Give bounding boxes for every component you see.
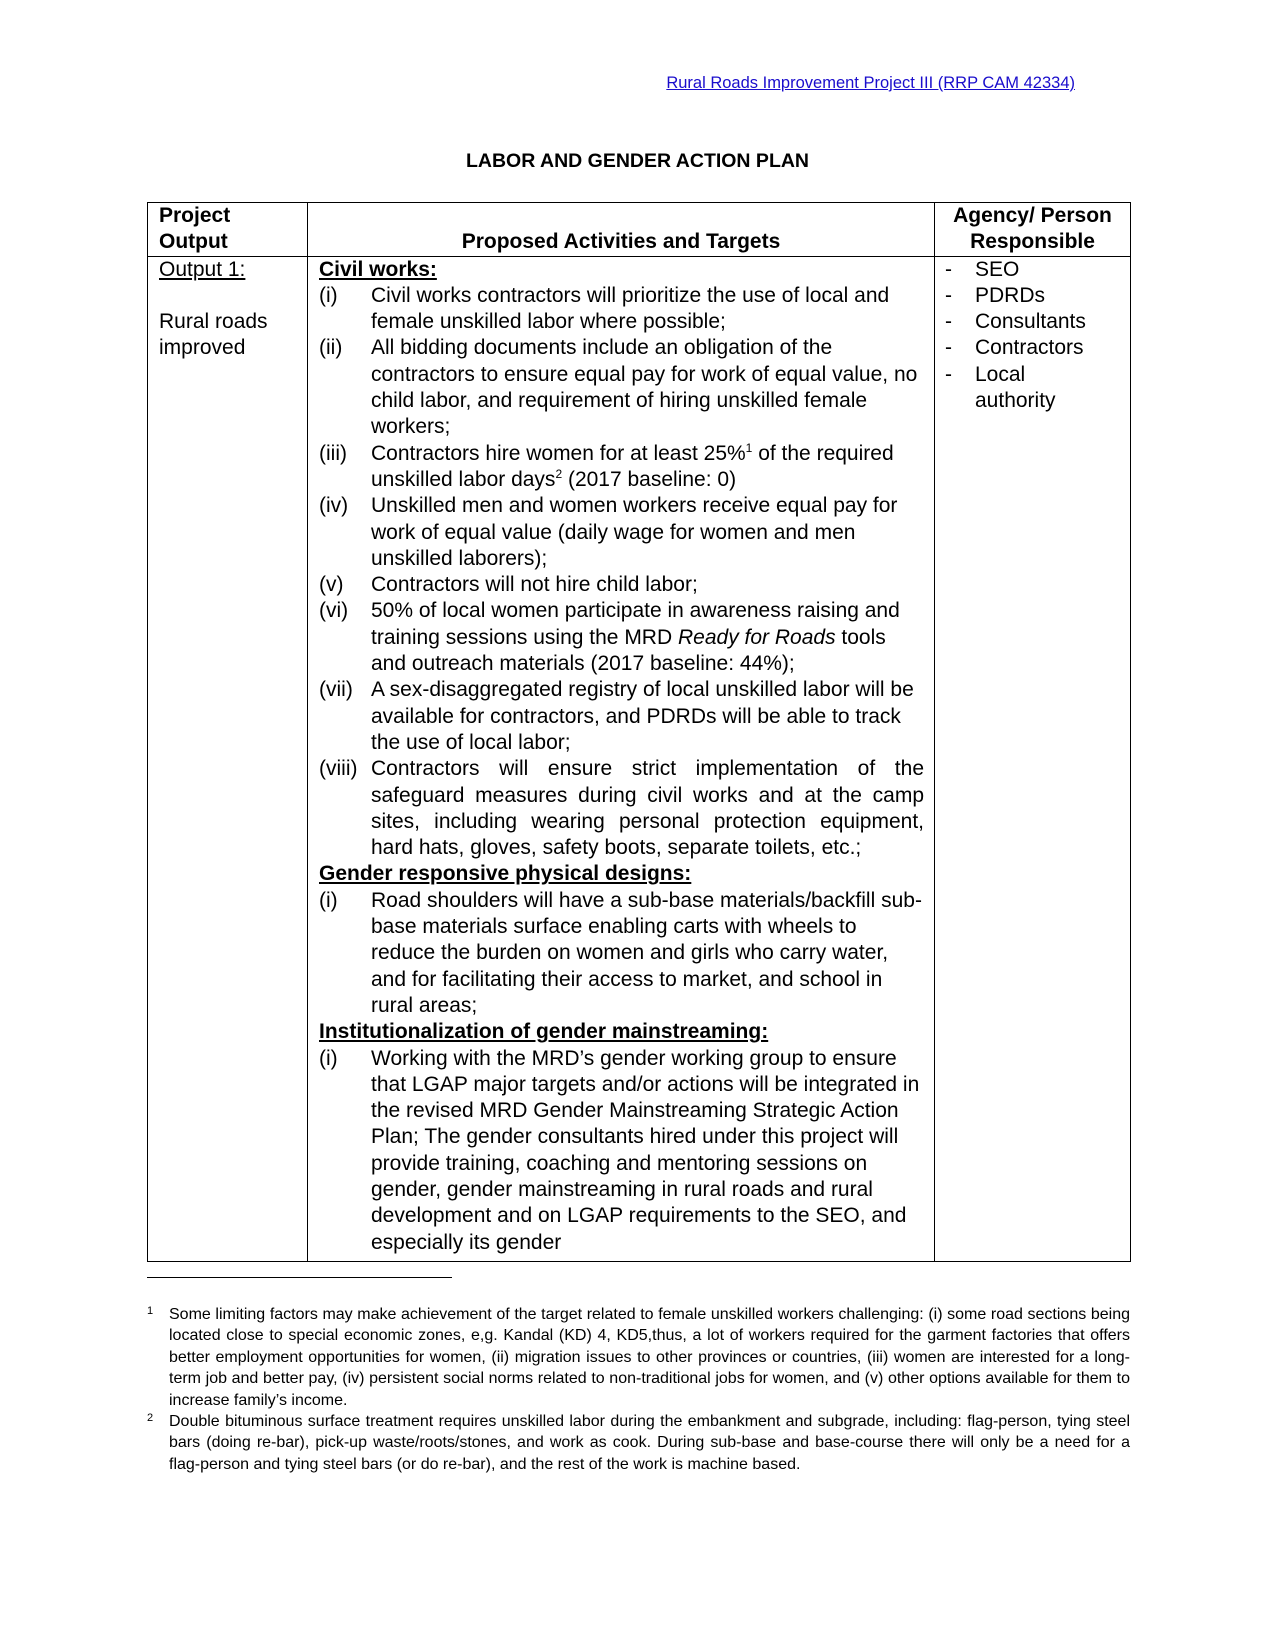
list-item (319, 441, 924, 494)
header-agency (935, 203, 1131, 257)
item-number: (v) (319, 573, 344, 597)
page-title: LABOR AND GENDER ACTION PLAN (465, 150, 810, 172)
section-heading-civil-works: Civil works: (319, 257, 437, 281)
footnote-2 (147, 1411, 1130, 1475)
footnote-separator (147, 1277, 452, 1278)
item-text-part: Contractors hire women for at least 25% (371, 441, 746, 465)
item-text-part: 50% of local women participate in awareness raising and training sessions using the MRD (371, 599, 900, 649)
item-number: (ii) (319, 336, 343, 360)
header-output-line1: Project (159, 204, 231, 227)
header-agency-line1: Agency/ Person (953, 204, 1112, 227)
item-number: (i) (319, 888, 338, 912)
item-text-italic: Ready for Roads (677, 625, 836, 649)
item-text-part: of the required unskilled labor days (371, 441, 894, 491)
table-row (148, 256, 1131, 1261)
list-item (319, 888, 924, 1019)
output-cell (148, 256, 308, 1261)
item-number: (vii) (319, 678, 353, 702)
agency-name: Consultants (975, 310, 1086, 334)
item-text: Unskilled men and women workers receive equal pay for work of equal value (daily wage for women and men unskilled laborers); (371, 494, 898, 570)
section-heading-gender-designs: Gender responsive physical designs: (319, 862, 692, 886)
header-project-link[interactable]: Rural Roads Improvement Project III (RRP CAM 42334) (666, 74, 1075, 92)
item-text-part: (2017 baseline: 0) (562, 467, 737, 491)
list-item (319, 572, 924, 598)
item-text (371, 441, 924, 494)
agency-name: Contractors (975, 336, 1084, 360)
item-text (371, 598, 924, 677)
header-project-output (148, 203, 308, 257)
item-text: A sex-disaggregated registry of local unskilled labor will be available for contractors, and PDRDs will be able to track the use of local labor; (371, 678, 914, 754)
footnote-1 (147, 1304, 1130, 1411)
item-number: (iv) (319, 494, 349, 518)
footnote-text: Double bituminous surface treatment requires unskilled labor during the embankment and subgrade, including: flag-person, tying steel bars (doing re-bar), pick-up waste/roots/stones, and work as cook. During sub-base and base-course there will only be a need for a flag-person and tying steel bars (or do re-bar), and the rest of the work is machine based. (169, 1413, 1130, 1473)
list-item (945, 283, 1130, 309)
section-heading-institutionalization: Institutionalization of gender mainstreaming: (319, 1020, 769, 1044)
item-number: (viii) (319, 757, 358, 781)
header-agency-line2: Responsible (970, 230, 1095, 254)
footnote-ref-2[interactable]: 2 (555, 466, 563, 481)
dash-bullet: - (945, 283, 952, 307)
list-item (319, 1046, 924, 1256)
footnote-text: Some limiting factors may make achievement of the target related to female unskilled workers challenging: (i) some road sections being located close to special economic zones, e,g. Kandal (KD) 4, KD5,thus, a lot of workers required for the garment factories that offers better employment opportunities for women, (ii) migration issues to other provinces or countries, (iii) women are interested for a long-term job and better pay, (iv) persistent social norms related to non-traditional jobs for women, and (v) other options available for them to increase family’s income. (169, 1306, 1130, 1409)
item-text: Working with the MRD’s gender working group to ensure that LGAP major targets and/or actions will be integrated in the revised MRD Gender Mainstreaming Strategic Action Plan; The gender consultants hired under this project will provide training, coaching and mentoring sessions on gender, gender mainstreaming in rural roads and rural development and on LGAP requirements to the SEO, and especially its gender (371, 1046, 920, 1254)
item-text: All bidding documents include an obligation of the contractors to ensure equal pay for work of equal value, no child labor, and requirement of hiring unskilled female workers; (371, 336, 918, 439)
list-item (945, 309, 1130, 335)
item-text: Road shoulders will have a sub-base materials/backfill sub-base materials surface enabling carts with wheels to reduce the burden on women and girls who carry water, and for facilitating their access to market, and school in rural areas; (371, 888, 922, 1017)
agency-cell (935, 256, 1131, 1261)
dash-bullet: - (945, 336, 952, 360)
item-text: Civil works contractors will prioritize the use of local and female unskilled labor where possible; (371, 283, 890, 334)
list-item (319, 493, 924, 572)
list-item (319, 598, 924, 677)
item-number: (iii) (319, 441, 347, 465)
action-plan-table (147, 202, 1131, 1262)
list-item (319, 677, 924, 756)
agency-list (935, 257, 1130, 415)
dash-bullet: - (945, 310, 952, 334)
item-text: Contractors will not hire child labor; (371, 573, 698, 597)
header-activities: Proposed Activities and Targets (308, 203, 935, 257)
footnotes (147, 1304, 1130, 1475)
agency-name: Local authority (975, 362, 1056, 413)
list-item (319, 756, 924, 861)
list-item (319, 335, 924, 440)
dash-bullet: - (945, 257, 952, 281)
item-number: (i) (319, 283, 338, 307)
table-header-row (148, 203, 1131, 257)
activities-cell (308, 256, 935, 1261)
dash-bullet: - (945, 362, 952, 386)
footnote-number: 2 (147, 1412, 154, 1425)
output-name: Rural roads improved (159, 309, 268, 360)
list-item (945, 257, 1130, 283)
list-item (945, 335, 1130, 361)
output-label: Output 1: (159, 257, 246, 281)
item-text: Contractors will ensure strict implementation of the safeguard measures during civil works and at the camp sites, including wearing personal protection equipment, hard hats, gloves, safety boots, separate toilets, etc.; (371, 757, 924, 860)
footnote-ref-1[interactable]: 1 (745, 440, 753, 455)
list-item (319, 283, 924, 336)
agency-name: PDRDs (975, 283, 1046, 307)
list-item (945, 362, 1130, 415)
item-number: (vi) (319, 599, 349, 623)
header-output-line2: Output (159, 230, 228, 254)
footnote-number: 1 (147, 1305, 154, 1317)
item-number: (i) (319, 1046, 338, 1070)
item-text-part: tools and outreach materials (2017 baseline: 44%); (371, 625, 886, 676)
agency-name: SEO (975, 257, 1020, 281)
